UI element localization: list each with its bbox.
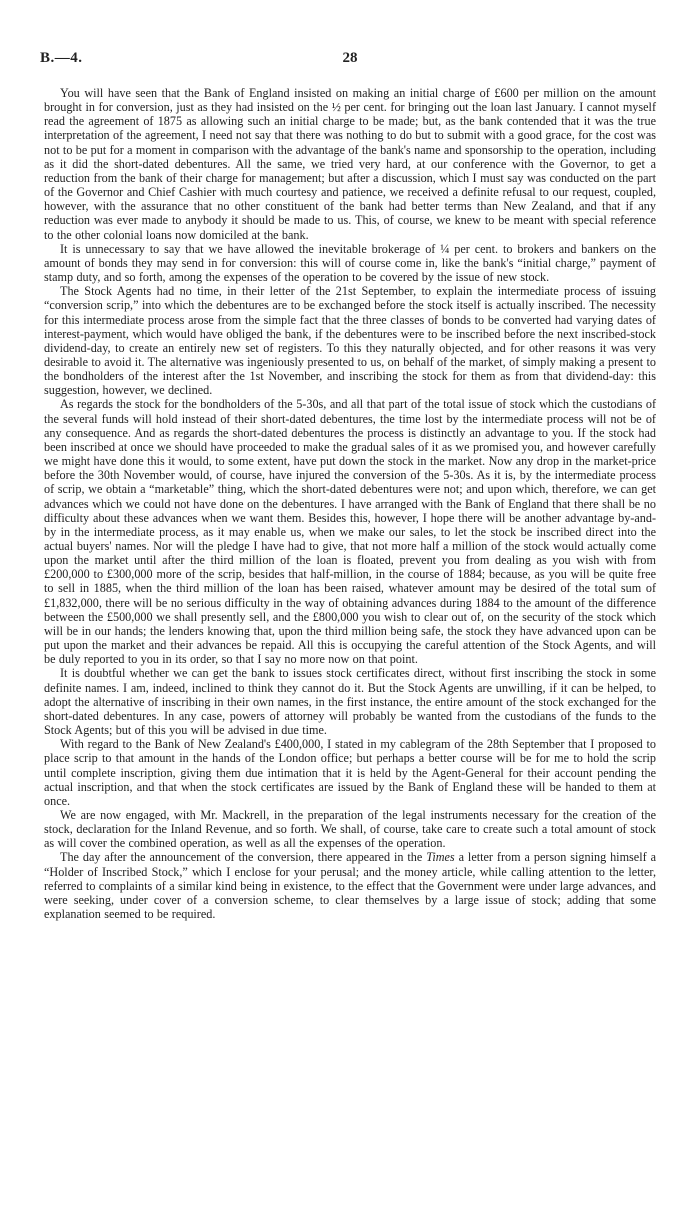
- paragraph-times-letter-end: a letter from a person signing himself a “Holder of Inscribed Stock,” which I enclose for your perusal; and the money article, while calling attention to the letter, referred to complaints of a similar kind being in existence, to the effect that the Government were under large advances, and were seeking, under cover of a conversion scheme, to clear themselves by a large issue of stock; adding that some explanation seemed to be required.: [44, 850, 656, 922]
- document-reference: B.—4.: [40, 50, 83, 66]
- page-header: [40, 50, 660, 70]
- paragraph-bank-of-new-zealand: With regard to the Bank of New Zealand's £400,000, I stated in my cablegram of the 28th September that I proposed to place scrip to that amount in the hands of the London office; but perhaps a better course will be for me to hold the scrip until complete inscription, giving them due intimation that it is held by the Agent-General for their account pending the actual inscription, and that when the stock certificates are issued by the Bank of England these will be handed to them at once.: [44, 737, 656, 808]
- paragraph-times-letter: [44, 850, 656, 921]
- paragraph-times-letter-start: The day after the announcement of the conversion, there appeared in the: [60, 850, 427, 865]
- paragraph-stock-for-bondholders: As regards the stock for the bondholders of the 5-30s, and all that part of the total issue of stock which the custodians of the several funds will hold instead of their short-dated debentures, the time lost by the intermediate process will not be of any consequence. And as regards the short-dated debentures the process is distinctly an advantage to you. If the stock had been inscribed at once we should have proceeded to make the gradual sales of it as we promised you, and however carefully we might have done this it would, to some extent, have put down the stock in the market. Now any drop in the market-price before the 30th November would, of course, have injured the conversion of the 5-30s. As it is, by the intermediate process of scrip, we obtain a “marketable” thing, which the short-dated debentures were not; and upon which, therefore, we can get advances which we could not have done on the debentures. I have arranged with the Bank of England that there shall be no difficulty about these advances when we want them. Besides this, however, I hope there will be another advantage by-and-by in the intermediate process, as it may enable us, when we make our sales, to let the stock be inscribed direct into the actual buyers' names. Nor will the pledge I have had to give, that not more half a million of the stock would actually come upon the market until after the third million of the loan is floated, prevent you from dealing as you wish with from £200,000 to £300,000 more of the scrip, besides that half-million, in the course of 1884; because, as you will be quite free to sell in 1885, when the third million of the loan has been raised, whatever amount may be desired of the total sum of £1,832,000, there will be no serious difficulty in the way of obtaining advances during 1884 to the amount of the difference between the £500,000 we shall presently sell, and the £800,000 you wish to clear out of, on the security of the stock which will be in our hands; the lenders knowing that, upon the third million being safe, the stock they have advanced upon can be put upon the market and their advances be repaid. All this is occupying the careful attention of the Stock Agents, and will be duly reported to you in its order, so that I say no more now on that point.: [44, 397, 656, 667]
- paragraph-legal-instruments: We are now engaged, with Mr. Mackrell, in the preparation of the legal instruments necessary for the creation of the stock, declaration for the Inland Revenue, and so forth. We shall, of course, take care to create such a total amount of stock as will cover the combined operation, as well as all the expenses of the operation.: [44, 807, 656, 851]
- paragraph-stock-certificates: It is doubtful whether we can get the bank to issues stock certificates direct, without first inscribing the stock in some definite names. I am, indeed, inclined to think they cannot do it. But the Stock Agents are unwilling, if it can be helped, to adopt the alternative of inscribing in their own names, in the first instance, the entire amount of the stock exchanged for the short-dated debentures. In any case, powers of attorney will probably be wanted from the custodians of the funds to the Stock Agents; but of this you will be advised in due time.: [44, 666, 656, 738]
- page-number: 28: [342, 50, 358, 66]
- paragraph-brokerage: It is unnecessary to say that we have allowed the inevitable brokerage of ¼ per cent. to brokers and bankers on the amount of bonds they may send in for conversion: this will of course come in, like the bank's “initial charge,” payment of stamp duty, and so forth, among the expenses of the operation to be covered by the issue of new stock.: [44, 241, 656, 285]
- newspaper-title: Times: [426, 850, 455, 865]
- paragraph-conversion-scrip: The Stock Agents had no time, in their letter of the 21st September, to explain the intermediate process of issuing “conversion scrip,” into which the debentures are to be exchanged before the stock itself is actually inscribed. The necessity for this intermediate process arose from the simple fact that the three classes of bonds to be converted had varying dates of interest-payment, which would have obliged the bank, if the debentures were to be inscribed before the next inscribed-stock dividend-day, to create an entirely new set of registers. To this they naturally objected, and for other reasons it was very desirable to avoid it. The alternative was ingeniously presented to us, on behalf of the market, of simply making a present to the bondholders of the interest after the 1st November, and inscribing the stock for them as from that dividend-day: this suggestion, however, we declined.: [44, 284, 656, 398]
- paragraph-bank-initial-charge: You will have seen that the Bank of England insisted on making an initial charge of £600 per million on the amount brought in for conversion, just as they had insisted on the ½ per cent. for bringing out the loan last January. I cannot myself read the agreement of 1875 as allowing such an initial charge to be made; but, as the bank contended that it was the true interpretation of the agreement, I need not say that there was nothing to do but to submit with a good grace, for the cost was not to be put for a moment in comparison with the advantage of the bank's name and sponsorship to the operation, including as it did the short-dated debentures. All the same, we tried very hard, at our conference with the Governor, to get a reduction from the bank of their charge for management; but after a discussion, which I must say was conducted on the part of the Governor and Chief Cashier with much courtesy and patience, we received a definite refusal to our request, coupled, however, with the assurance that no other constituent of the bank had better terms than New Zealand, and that if any reduction was ever made to anybody it should be made to us. This, of course, we knew to be meant with special reference to the other colonial loans now domiciled at the bank.: [44, 86, 656, 242]
- body-text: [44, 86, 656, 921]
